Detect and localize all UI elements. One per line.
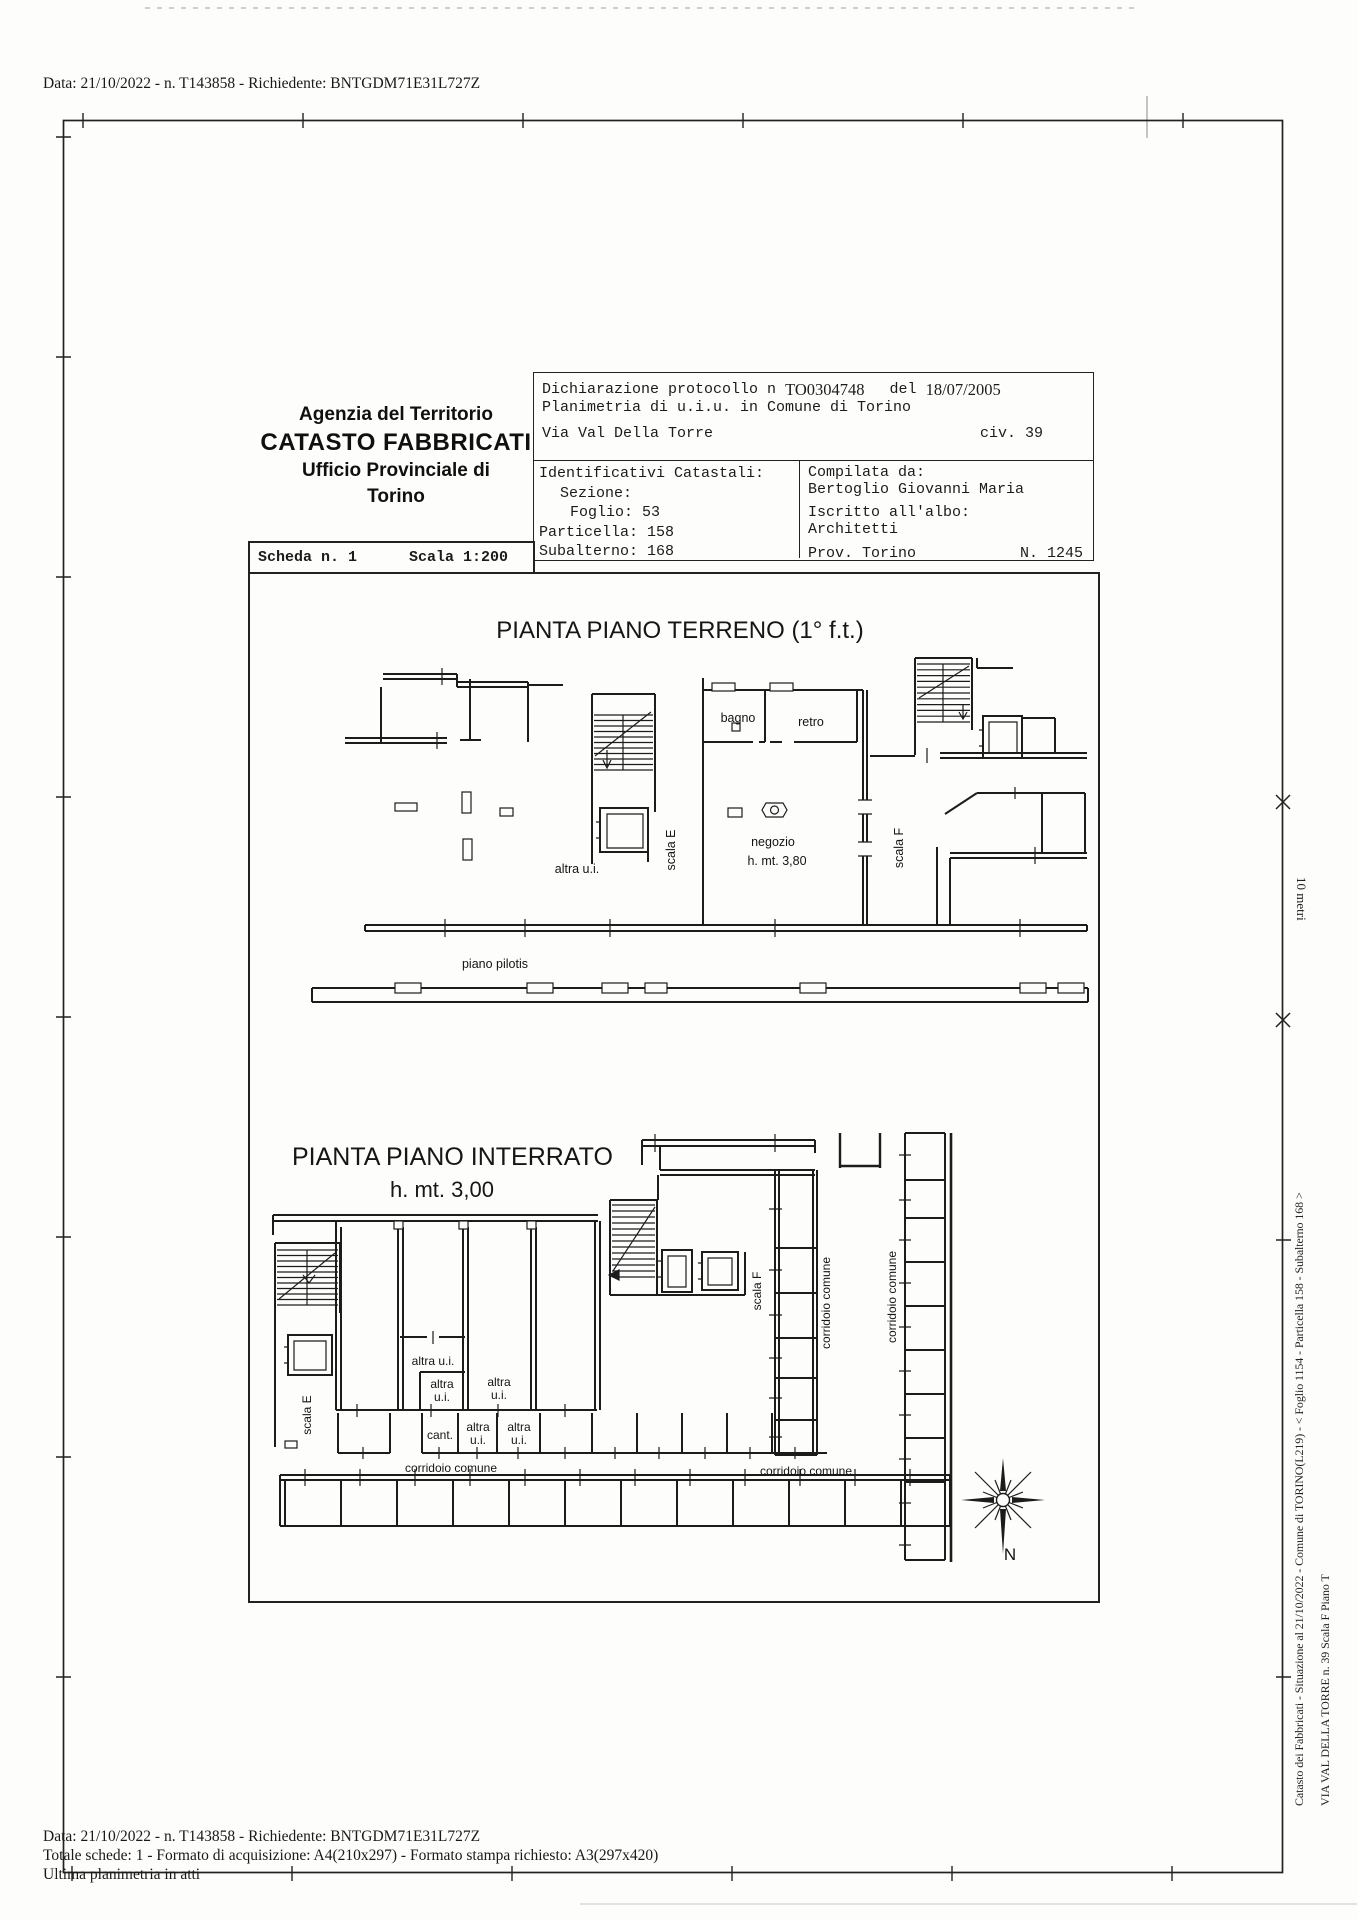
identificativi-title: Identificativi Catastali: [539,465,765,482]
terreno-walls [312,658,1088,1002]
planimetria-line: Planimetria di u.i.u. in Comune di Torino [542,399,912,416]
label-negozio-h: h. mt. 3,80 [747,854,807,868]
footer-line3: Ultima planimetria in atti [43,1866,201,1883]
scheda-box [248,541,535,574]
label-bagno: bagno [720,711,756,725]
scala-f-stair-treads [917,664,970,722]
label-ui-3b: u.i. [490,1388,508,1402]
label-altra-2a: altra [430,1377,454,1391]
agency-line1: Agenzia del Territorio [299,404,493,425]
identificativi-particella: Particella: 158 [539,523,675,541]
declaration-box [533,372,1094,561]
label-altra-ui-1: altra u.i. [411,1354,455,1368]
protocol-del-label: del [889,381,917,398]
scheda-scale: Scala 1:200 [409,549,509,566]
agency-line4: Torino [367,486,425,507]
label-ui-5b: u.i. [510,1433,528,1447]
scala-f-elevators [658,1256,732,1287]
identificativi-foglio: Foglio: 53 [570,504,661,521]
negozio-fixture [762,803,787,817]
label-scala-e: scala E [664,829,678,871]
terreno-title: PIANTA PIANO TERRENO (1° f.t.) [496,617,864,644]
protocol-date: 18/07/2005 [925,380,1001,399]
compilata-column [800,461,1093,562]
scale-bar-label: 10 metri [1294,877,1309,921]
identificativi-sezione: Sezione: [560,484,633,502]
wall-stub [285,1441,297,1448]
scala-e-stair-treads [594,712,653,770]
side-caption-line1: Catasto dei Fabbricati - Situazione al 21/10/2022 - Comune di TORINO(L219) - < Foglio 1154 - Particella 158 - Subalterno 168 > [1292,1192,1306,1806]
label-ui-2b: u.i. [433,1390,451,1404]
civic-number: civ. 39 [979,425,1043,442]
label-scala-f: scala F [892,827,906,869]
compass-rose-icon [961,1458,1045,1564]
compilata-title: Compilata da: [808,464,926,481]
label-altra-5a: altra [507,1420,531,1434]
label-corridoio-v2: corridoio comune [885,1250,899,1344]
identificativi-column [534,461,800,558]
label-piano-pilotis: piano pilotis [461,957,529,971]
scala-e-stair-treads [277,1250,338,1305]
label-corridoio-h2: corridoio comune [759,1464,853,1478]
scan-footer [43,1827,658,1884]
identificativi-subalterno: Subalterno: 168 [539,543,675,560]
scheda-number: Scheda n. 1 [258,549,358,566]
label-corridoio-v1: corridoio comune [819,1256,833,1350]
scala-e-elevator [596,814,643,848]
compilata-albo: Architetti [808,521,899,538]
scan-header-line: Data: 21/10/2022 - n. T143858 - Richiedente: BNTGDM71E31L727Z [43,75,481,92]
label-altra-4a: altra [466,1420,490,1434]
scala-e-elevator [284,1341,326,1370]
label-ui-4b: u.i. [469,1433,487,1447]
pillars [395,792,742,860]
interrato-walls [273,1133,950,1560]
agency-line2: CATASTO FABBRICATI [260,429,532,456]
protocol-number: TO0304748 [785,380,865,399]
compilata-prov: Prov. Torino [808,545,917,562]
side-caption-line2: VIA VAL DELLA TORRE n. 39 Scala F Piano T [1318,1574,1332,1806]
footer-line2: Totale schede: 1 - Formato di acquisizione: A4(210x297) - Formato stampa richiesto: A3(297x420) [43,1847,659,1864]
plan-terreno-drawing [255,652,1100,1020]
label-negozio: negozio [751,835,795,849]
scala-f-stair-treads [609,1205,655,1280]
pillar-notches [394,1221,536,1229]
label-corridoio-h1: corridoio comune [404,1461,498,1475]
compilata-albo-label: Iscritto all'albo: [808,504,971,521]
protocol-label: Dichiarazione protocollo n [542,381,777,398]
label-altra-3a: altra [487,1375,511,1389]
interrato-title: PIANTA PIANO INTERRATO [292,1143,613,1171]
plan-interrato-drawing [265,1125,1100,1585]
interrato-height-label: h. mt. 3,00 [390,1177,494,1202]
label-altra-ui: altra u.i. [554,862,600,876]
agency-header [250,402,542,510]
scala-f-elevator [979,722,1017,753]
footer-line1: Data: 21/10/2022 - n. T143858 - Richiedente: BNTGDM71E31L727Z [43,1828,481,1845]
compilata-numero: N. 1245 [1019,545,1083,562]
compass-n-label: N [1003,1545,1017,1564]
agency-line3: Ufficio Provinciale di [302,460,490,481]
street-name: Via Val Della Torre [542,425,714,442]
label-cant: cant. [426,1428,454,1442]
compilata-name: Bertoglio Giovanni Maria [808,481,1025,498]
interrato-isolated-room [840,1133,880,1168]
declaration-top-section [534,373,1093,461]
label-scala-e: scala E [300,1395,314,1435]
label-retro: retro [798,715,824,729]
label-scala-f: scala F [750,1271,764,1311]
